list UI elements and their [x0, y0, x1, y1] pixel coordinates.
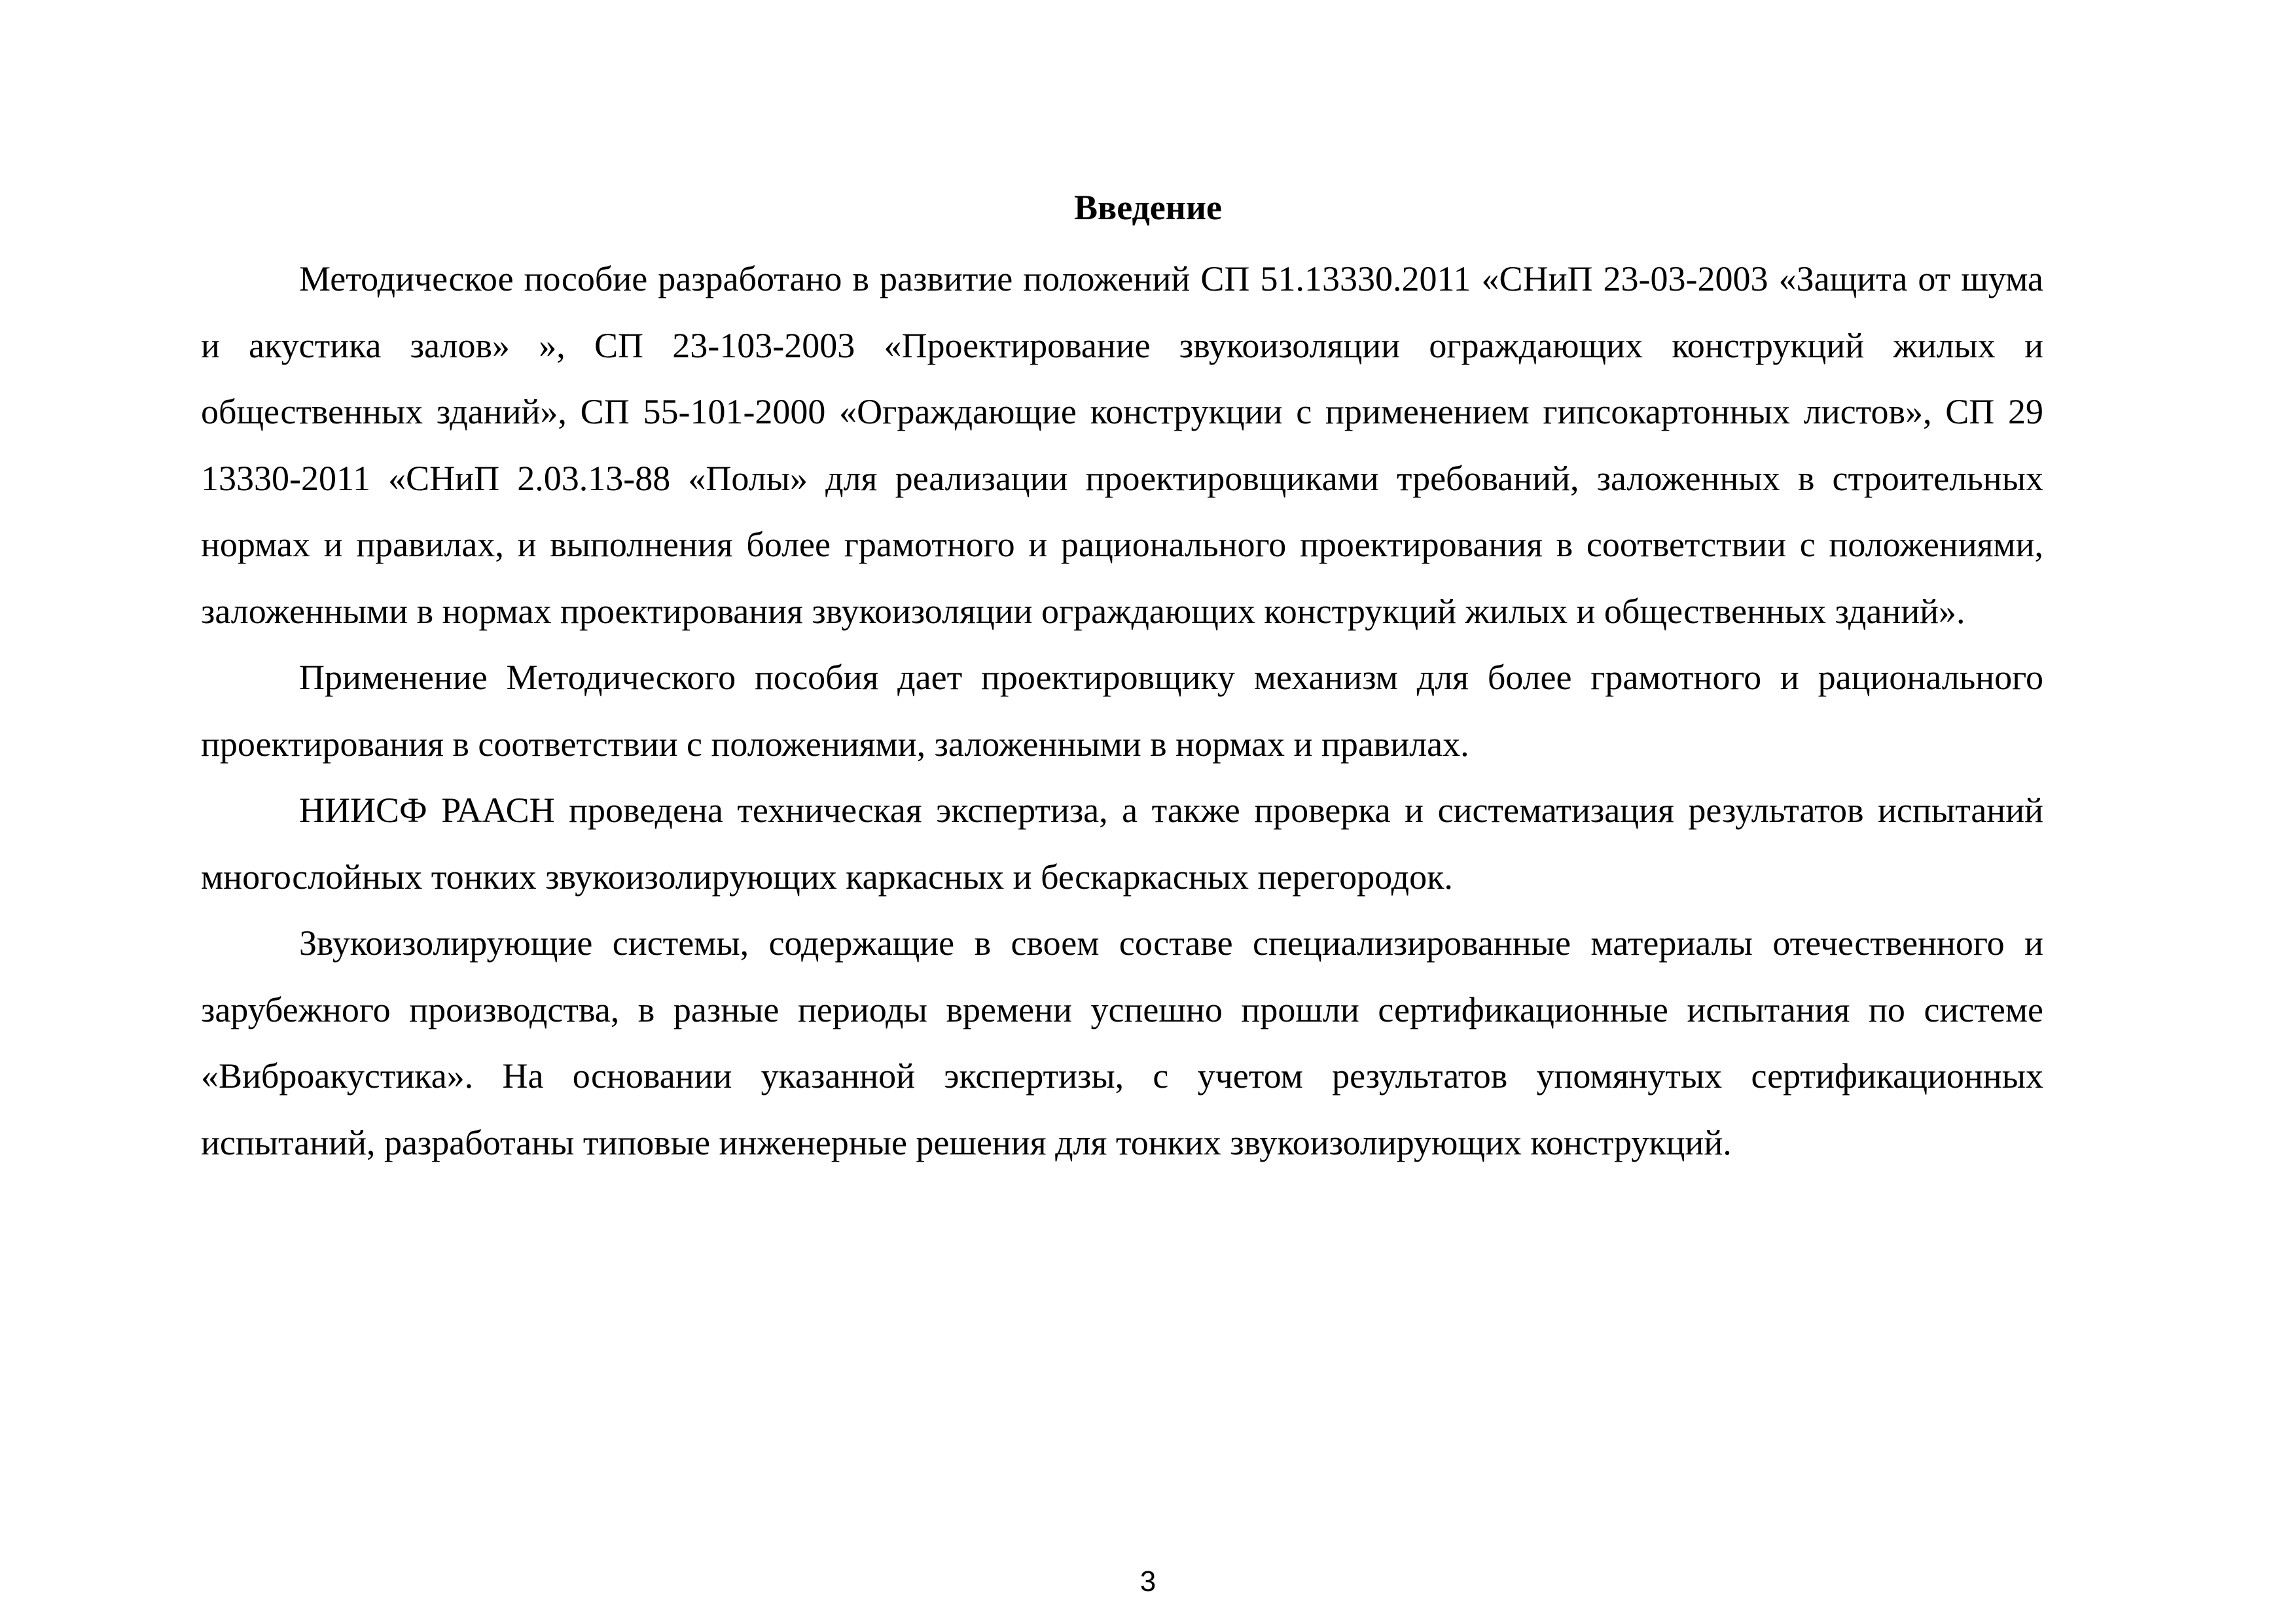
paragraph-1: Методическое пособие разработано в развитие положений СП 51.13330.2011 «СНиП 23-03-2003 «Защита от шума и акустика залов» », СП 23-103-2003 «Проектирование звукоизоляции ограждающих конструкций жилых и общественных зданий», СП 55-101-2000 «Ограждающие конструкции с применением гипсокартонных листов», СП 29 13330-2011 «СНиП 2.03.13-88 «Полы» для реализации проектировщиками требований, заложенных в строительных нормах и правилах, и выполнения более грамотного и рационального проектирования в соответствии с положениями, заложенными в нормах проектирования звукоизоляции ограждающих конструкций жилых и общественных зданий». — [201, 259, 2043, 631]
page-number: 3 — [1139, 1565, 1157, 1597]
paragraph-2: Применение Методического пособия дает проектировщику механизм для более грамотного и рационального проектирования в соответствии с положениями, заложенными в нормах и правилах. — [201, 658, 2043, 764]
body-text — [201, 246, 2043, 1176]
paragraph-4: Звукоизолирующие системы, содержащие в своем составе специализированные материалы отечественного и зарубежного производства, в разные периоды времени успешно прошли сертификационные испытания по системе «Виброакустика». На основании указанной экспертизы, с учетом результатов упомянутых сертификационных испытаний, разработаны типовые инженерные решения для тонких звукоизолирующих конструкций. — [201, 923, 2043, 1162]
page-title: Введение — [1074, 188, 1222, 227]
paragraph-3: НИИСФ РААСН проведена техническая экспертиза, а также проверка и систематизация результатов испытаний многослойных тонких звукоизолирующих каркасных и бескаркасных перегородок. — [201, 791, 2043, 897]
